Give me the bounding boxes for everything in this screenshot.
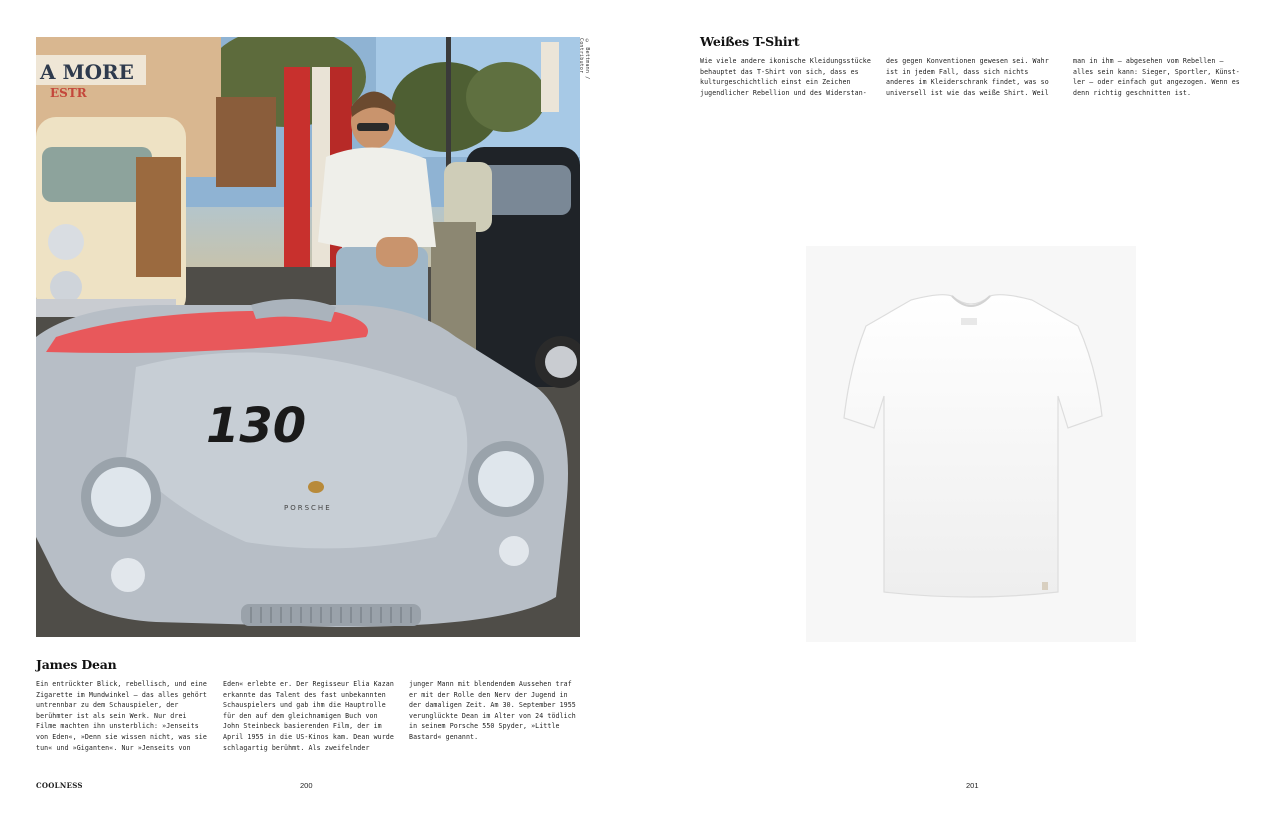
right-text-column-2: des gegen Konventionen gewesen sei. Wahr ist in jedem Fall, dass sich nichts anderes im Kleiderschrank findet, was so universell ist wie das weiße Shirt. Weil: [886, 57, 1049, 97]
section-label: COOLNESS: [36, 781, 83, 790]
right-text-column-1: Wie viele andere ikonische Kleidungsstücke behauptet das T-Shirt von sich, dass es kulturgeschichtlich einst ein Zeichen jugendlicher Rebellion und des Widerstan-: [700, 57, 871, 97]
photo-illustration: [36, 37, 580, 637]
sign-text-red: ESTR: [50, 86, 87, 100]
article-title: James Dean: [36, 657, 117, 672]
grille-lettering: PORSCHE: [284, 504, 332, 512]
photo-credit: © Bettmann / Contributor: [578, 38, 590, 80]
tshirt-product-image: [806, 246, 1136, 642]
left-text-column-1: Ein entrückter Blick, rebellisch, und eine Zigarette im Mundwinkel – das alles gehört untrennbar zu dem Schauspieler, der berühmter ist als sein Werk. Nur drei Filme machten ihn unsterblich: »Jenseits von Eden«, »Denn sie wissen nicht, was sie tun« und »Giganten«. Nur »Jenseits von: [36, 680, 207, 752]
left-text-column-3: junger Mann mit blendendem Aussehen traf er mit der Rolle den Nerv der Jugend in der damaligen Zeit. Am 30. September 1955 verunglückte Dean im Alter von 24 tödlich in seinem Porsche 550 Spyder, »Little Bastard« genannt.: [409, 680, 576, 741]
james-dean-photo: [36, 37, 580, 637]
right-text-column-3: man in ihm – abgesehen vom Rebellen – alles sein kann: Sieger, Sportler, Künst- ler – oder einfach gut angezogen. Wenn es denn richtig geschnitten ist.: [1073, 57, 1240, 97]
tshirt-icon: [806, 246, 1136, 642]
race-number: 130: [206, 398, 307, 454]
page-number-right: 201: [966, 781, 979, 790]
article-title: Weißes T-Shirt: [700, 34, 800, 49]
page-number-left: 200: [300, 781, 313, 790]
sign-text: A MORE: [40, 60, 134, 84]
left-text-column-2: Eden« erlebte er. Der Regisseur Elia Kazan erkannte das Talent des fast unbekannten Schauspielers und gab ihm die Hauptrolle für den auf dem gleichnamigen Buch von John Steinbeck basierenden Film, der im April 1955 in die US-Kinos kam. Dean wurde schlagartig berühmt. Als zweifelnder: [223, 680, 394, 752]
